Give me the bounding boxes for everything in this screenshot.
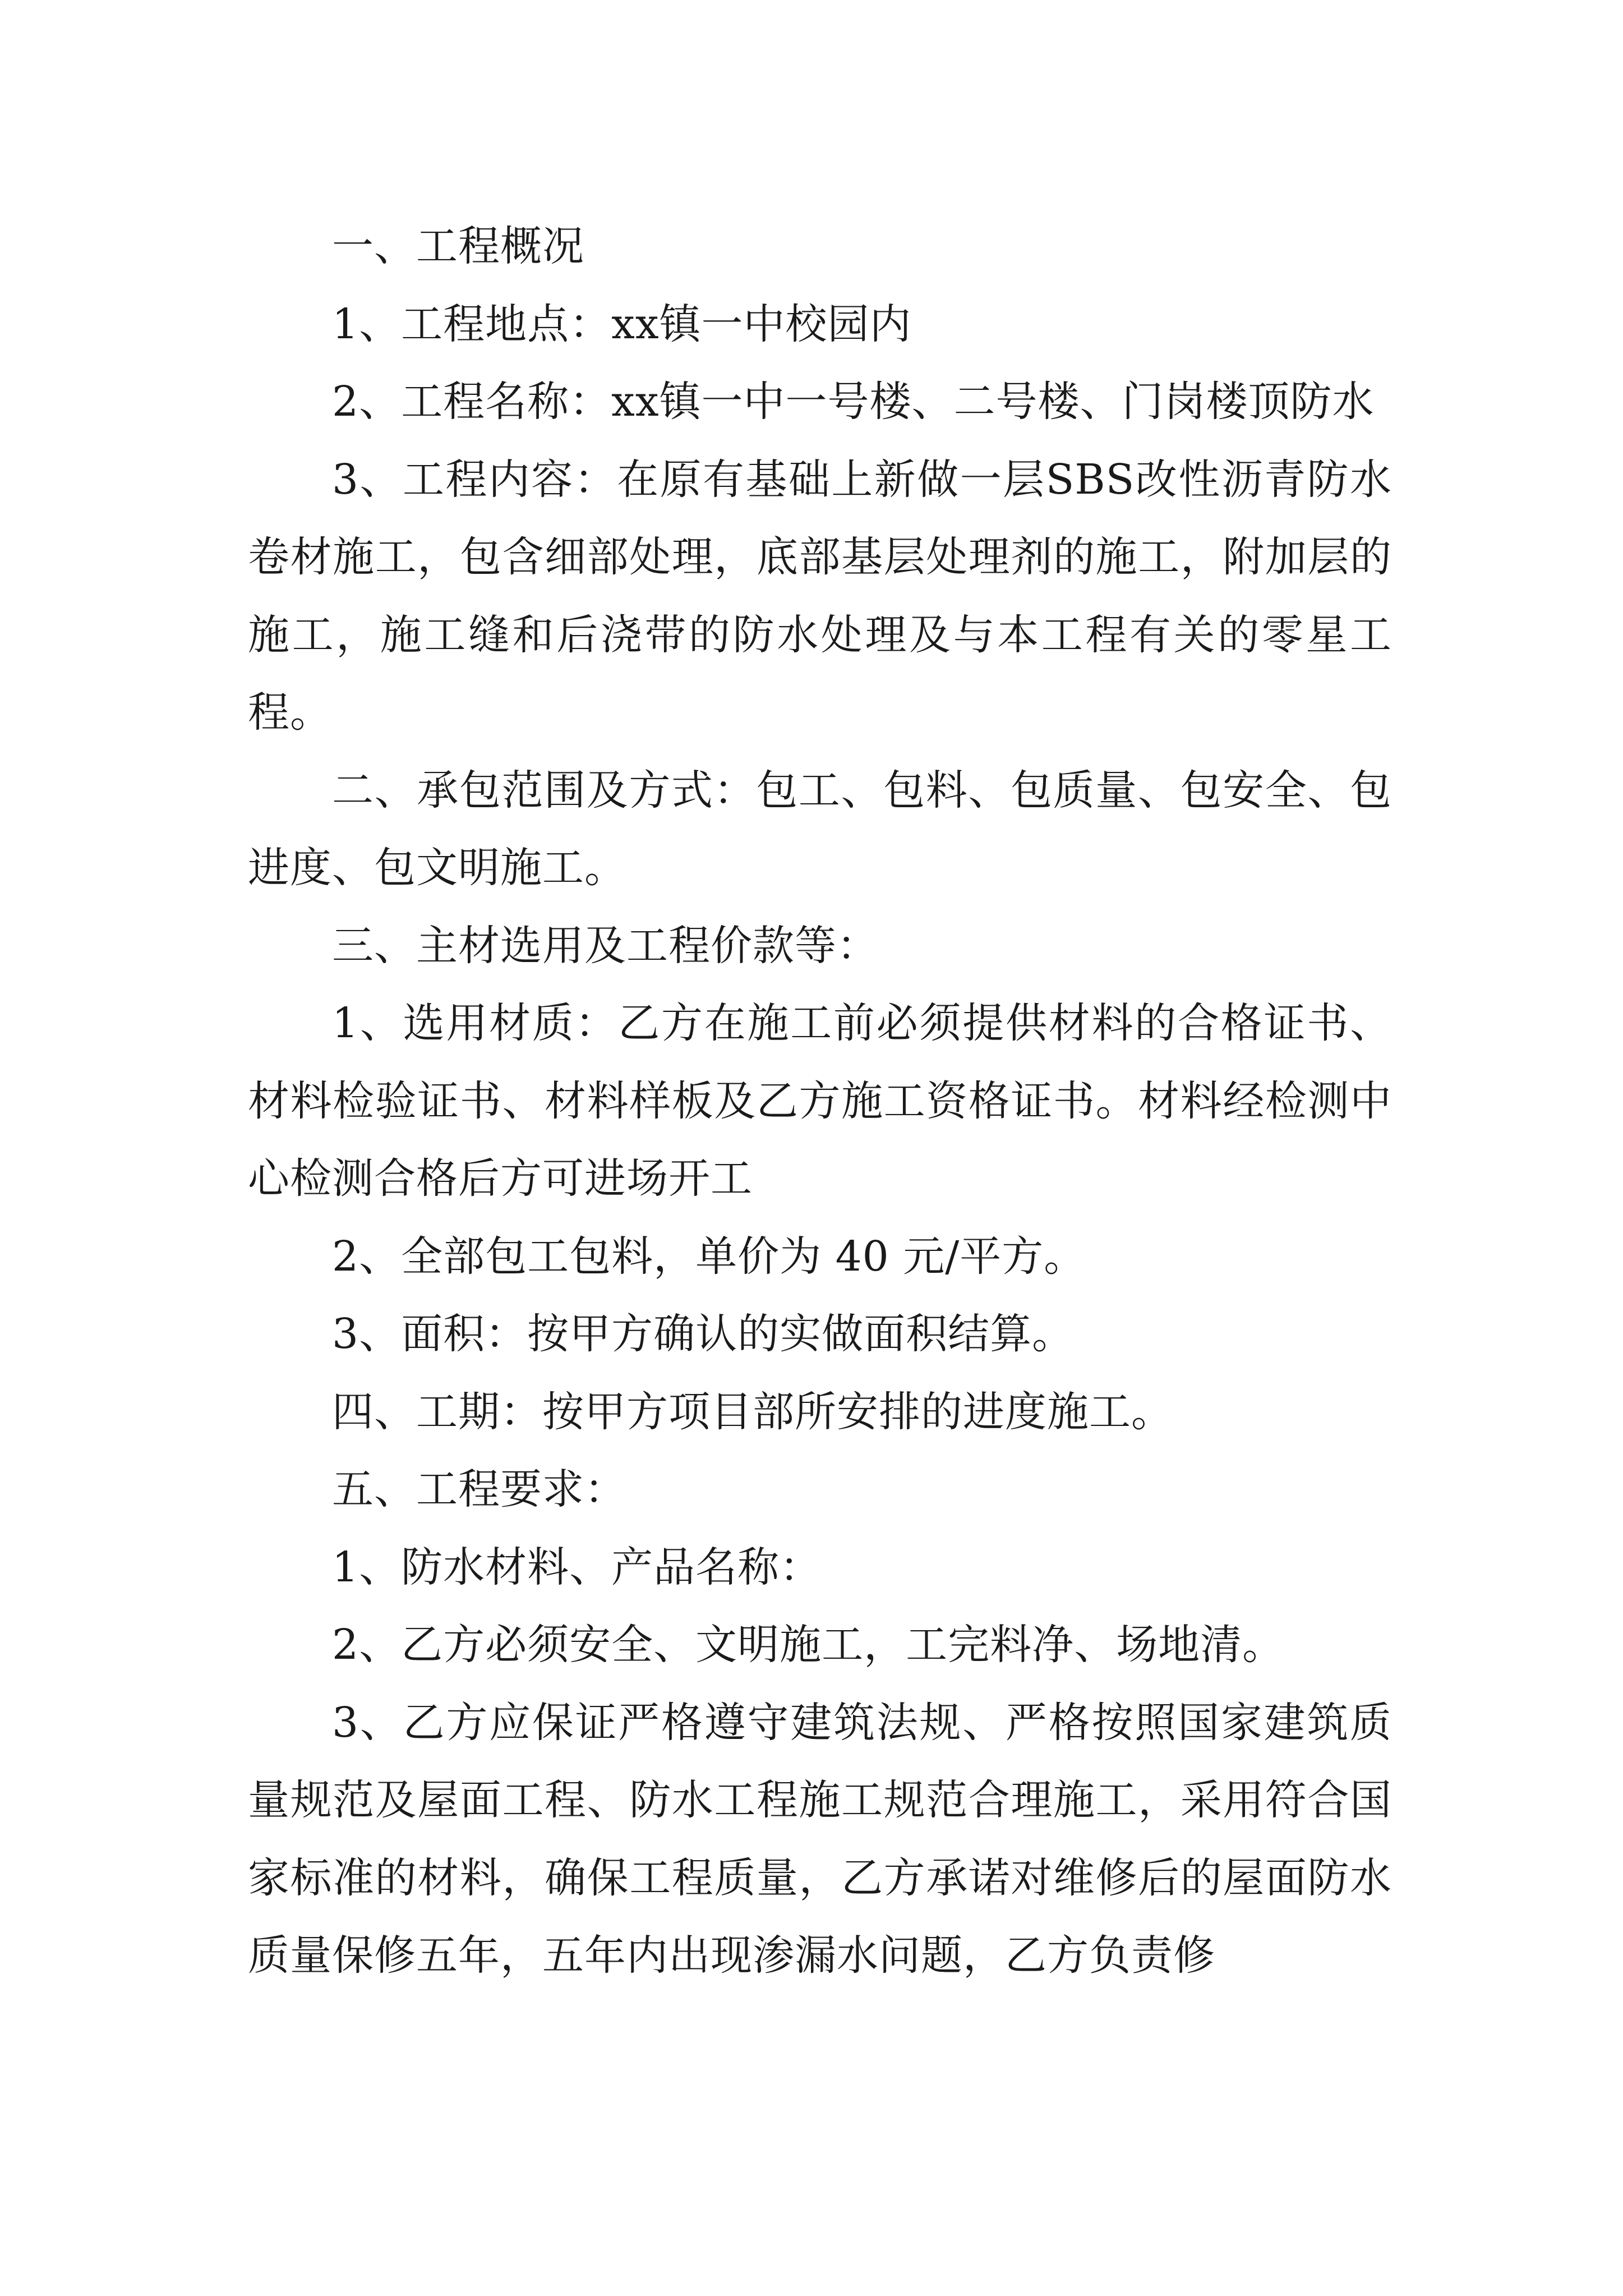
- paragraph-safety: 2、乙方必须安全、文明施工，工完料净、场地清。: [332, 1621, 1285, 1669]
- paragraph-product-name: 1、防水材料、产品名称：: [332, 1543, 822, 1591]
- paragraph-compliance: 3、乙方应保证严格遵守建筑法规、严格按照国家建筑质量规范及屋面工程、防水工程施工规范合理施工，采用符合国家标准的材料，确保工程质量，乙方承诺对维修后的屋面防水质量保修五年，五年内出现渗漏水问题，乙方负责修: [248, 1698, 1392, 1980]
- paragraph-unit-price: 2、全部包工包料，单价为 40 元/平方。: [332, 1232, 1086, 1281]
- paragraph-project-name: 2、工程名称：xx镇一中一号楼、二号楼、门岗楼顶防水: [332, 378, 1375, 426]
- section-heading-schedule: 四、工期：按甲方项目部所安排的进度施工。: [332, 1387, 1173, 1436]
- section-heading-scope: 二、承包范围及方式：包工、包料、包质量、包安全、包进度、包文明施工。: [248, 766, 1392, 892]
- section-heading-requirements: 五、工程要求：: [332, 1465, 626, 1513]
- document-body: [248, 208, 1392, 1995]
- paragraph-project-content: 3、工程内容：在原有基础上新做一层SBS改性沥青防水卷材施工，包含细部处理，底部基层处理剂的施工，附加层的施工，施工缝和后浇带的防水处理及与本工程有关的零星工程。: [248, 455, 1392, 737]
- section-heading-overview: 一、工程概况: [332, 222, 584, 270]
- paragraph-location: 1、工程地点：xx镇一中校园内: [332, 300, 912, 348]
- paragraph-area: 3、面积：按甲方确认的实做面积结算。: [332, 1310, 1075, 1358]
- paragraph-material-selection: 1、选用材质：乙方在施工前必须提供材料的合格证书、材料检验证书、材料样板及乙方施工资格证书。材料经检测中心检测合格后方可进场开工: [248, 999, 1392, 1203]
- section-heading-materials: 三、主材选用及工程价款等：: [332, 921, 879, 970]
